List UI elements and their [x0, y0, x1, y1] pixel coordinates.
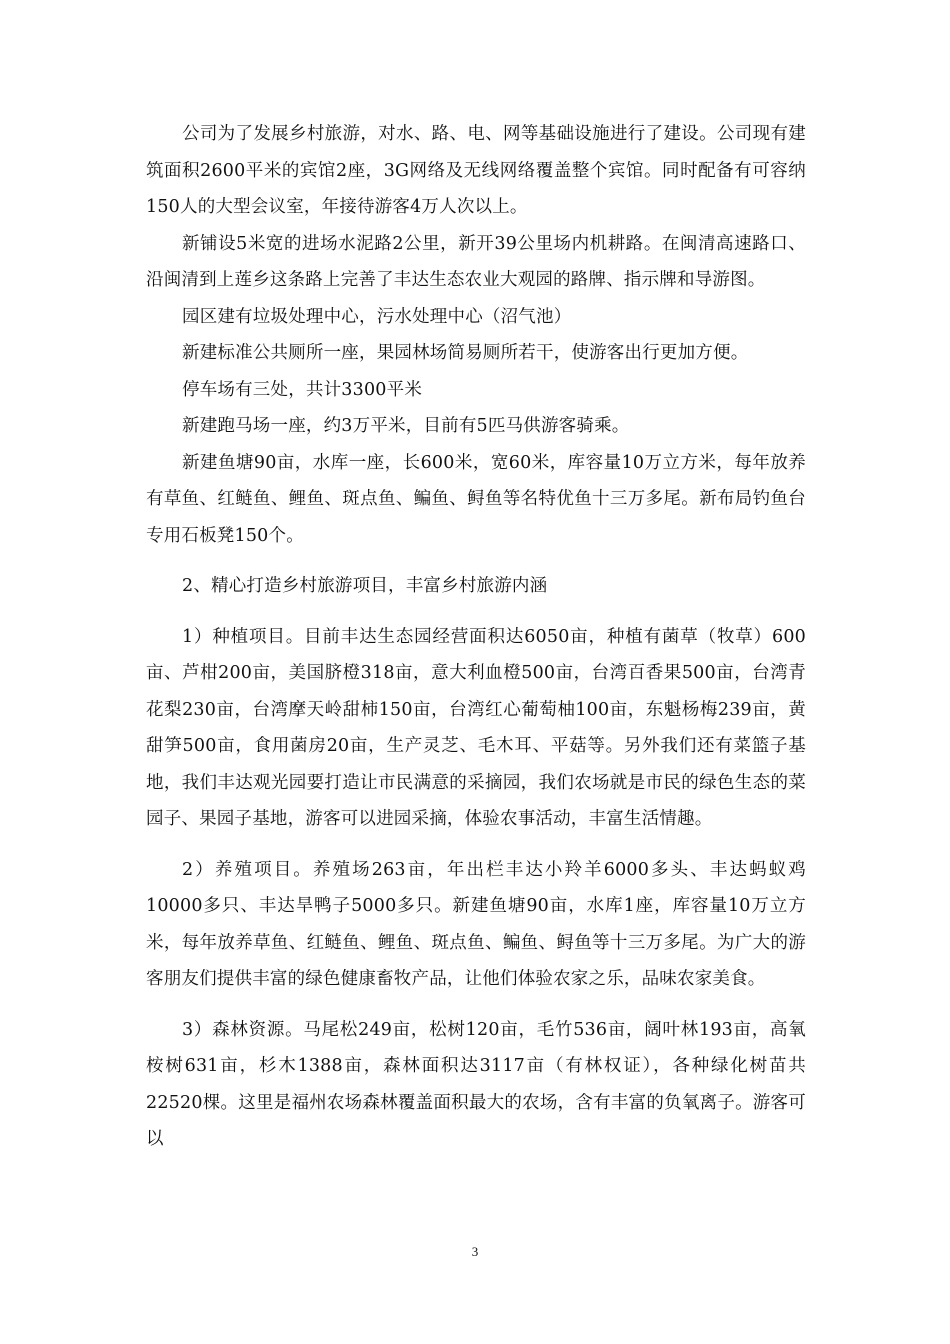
- paragraph-horse-track: 新建跑马场一座，约3万平米，目前有5匹马供游客骑乘。: [182, 416, 630, 436]
- paragraph-parking: 停车场有三处，共计3300平米: [182, 379, 423, 400]
- page-number: 3: [471, 1244, 479, 1259]
- paragraph-infrastructure: 公司为了发展乡村旅游，对水、路、电、网等基础设施进行了建设。公司现有建筑面积2600平米的宾馆2座，3G网络及无线网络覆盖整个宾馆。同时配备有可容纳150人的大型会议室，年接待游客4万人次以上。: [146, 124, 806, 217]
- document-body: [146, 116, 806, 1158]
- paragraph-planting: 1）种植项目。目前丰达生态园经营面积达6050亩，种植有菌草（牧草）600亩、芦柑200亩，美国脐橙318亩，意大利血橙500亩，台湾百香果500亩，台湾青花梨230亩，台湾摩天岭甜柿150亩，台湾红心葡萄柚100亩，东魁杨梅239亩，黄甜笋500亩，食用菌房20亩，生产灵芝、毛木耳、平菇等。另外我们还有菜篮子基地，我们丰达观光园要打造让市民满意的采摘园，我们农场就是市民的绿色生态的菜园子、果园子基地，游客可以进园采摘，体验农事活动，丰富生活情趣。: [146, 626, 806, 829]
- paragraph-roads: 新铺设5米宽的进场水泥路2公里，新开39公里场内机耕路。在闽清高速路口、沿闽清到上莲乡这条路上完善了丰达生态农业大观园的路牌、指示牌和导游图。: [146, 233, 806, 290]
- paragraph-toilets: 新建标准公共厕所一座，果园林场简易厕所若干，使游客出行更加方便。: [182, 343, 749, 363]
- paragraph-breeding: 2）养殖项目。养殖场263亩，年出栏丰达小羚羊6000多头、丰达蚂蚁鸡10000多只、丰达旱鸭子5000多只。新建鱼塘90亩，水库1座，库容量10万立方米，每年放养草鱼、红鲢鱼、鲤鱼、斑点鱼、鳊鱼、鲟鱼等十三万多尾。为广大的游客朋友们提供丰富的绿色健康畜牧产品，让他们体验农家之乐，品味农家美食。: [146, 859, 806, 989]
- paragraph-forest: 3）森林资源。马尾松249亩，松树120亩，毛竹536亩，阔叶林193亩，高氧桉树631亩，杉木1388亩，森林面积达3117亩（有林权证），各种绿化树苗共22520棵。这里是福州农场森林覆盖面积最大的农场，含有丰富的负氧离子。游客可以: [146, 1019, 806, 1149]
- section-heading: 2、精心打造乡村旅游项目，丰富乡村旅游内涵: [182, 576, 548, 596]
- paragraph-waste: 园区建有垃圾处理中心，污水处理中心（沼气池）: [182, 306, 572, 327]
- paragraph-fish-pond: 新建鱼塘90亩，水库一座，长600米，宽60米，库容量10万立方米，每年放养有草鱼、红鲢鱼、鲤鱼、斑点鱼、鳊鱼、鲟鱼等名特优鱼十三万多尾。新布局钓鱼台专用石板凳150个。: [146, 452, 806, 546]
